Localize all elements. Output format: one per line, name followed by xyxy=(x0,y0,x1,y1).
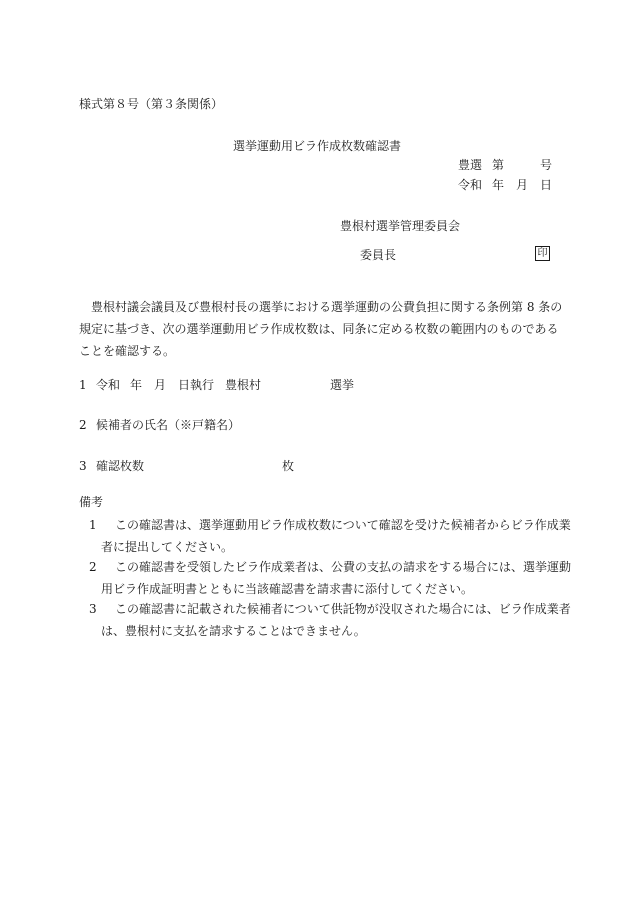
item1-year: 年 xyxy=(130,378,143,392)
note-line: この確認書に記載された候補者について供託物が没収された場合には、ビラ作成業者 xyxy=(115,602,571,616)
item1-era: 令和 xyxy=(96,378,121,392)
item1-day: 日執行 xyxy=(178,378,215,392)
reference-prefix: 豊選 xyxy=(458,158,483,172)
item3-unit: 枚 xyxy=(282,459,295,473)
body-paragraph xyxy=(79,296,563,362)
chair-title: 委員長 xyxy=(360,248,397,262)
note-line: この確認書を受領したビラ作成業者は、公費の支払の請求をする場合には、選挙運動 xyxy=(115,560,572,574)
note-line: この確認書は、選挙運動用ビラ作成枚数について確認を受けた候補者からビラ作成業 xyxy=(115,518,571,532)
seal-mark: 印 xyxy=(535,246,550,261)
date-month: 月 xyxy=(516,178,529,192)
document-title: 選挙運動用ビラ作成枚数確認書 xyxy=(233,139,402,153)
item1-village: 豊根村 xyxy=(225,378,262,392)
body-line: 豊根村議会議員及び豊根村長の選挙における選挙運動の公費負担に関する条例第 8 条の xyxy=(91,300,563,314)
reference-dai: 第 xyxy=(492,158,505,172)
item-number: 2 xyxy=(79,418,87,432)
reference-go: 号 xyxy=(540,158,553,172)
note-number: 2 xyxy=(89,560,97,574)
date-day: 日 xyxy=(540,178,553,192)
note-number: 1 xyxy=(89,518,97,532)
item1-election: 選挙 xyxy=(330,378,355,392)
body-line: ことを確認する。 xyxy=(79,344,176,358)
note-line: 者に提出してください。 xyxy=(101,540,234,554)
body-line: 規定に基づき、次の選挙運動用ビラ作成枚数は、同条に定める枚数の範囲内のものである xyxy=(79,322,559,336)
item2-label: 候補者の氏名（※戸籍名） xyxy=(96,418,241,432)
date-era: 令和 xyxy=(458,178,483,192)
item-number: 1 xyxy=(79,378,87,392)
item-2 xyxy=(0,417,630,433)
note-line: 用ビラ作成証明書とともに当該確認書を請求書に添付してください。 xyxy=(101,582,474,596)
remark-note xyxy=(89,514,571,558)
item-1 xyxy=(0,377,630,393)
item-number: 3 xyxy=(79,459,87,473)
note-number: 3 xyxy=(89,602,97,616)
item1-month: 月 xyxy=(154,378,167,392)
note-line: は、豊根村に支払を請求することはできません。 xyxy=(101,624,366,638)
item-3 xyxy=(0,458,630,474)
remarks-title: 備考 xyxy=(79,495,104,509)
item3-label: 確認枚数 xyxy=(96,459,145,473)
date-year: 年 xyxy=(492,178,505,192)
remark-note xyxy=(89,598,571,642)
form-number: 様式第８号（第３条関係） xyxy=(79,97,224,111)
remark-note xyxy=(89,556,572,600)
committee-name: 豊根村選挙管理委員会 xyxy=(340,219,461,233)
